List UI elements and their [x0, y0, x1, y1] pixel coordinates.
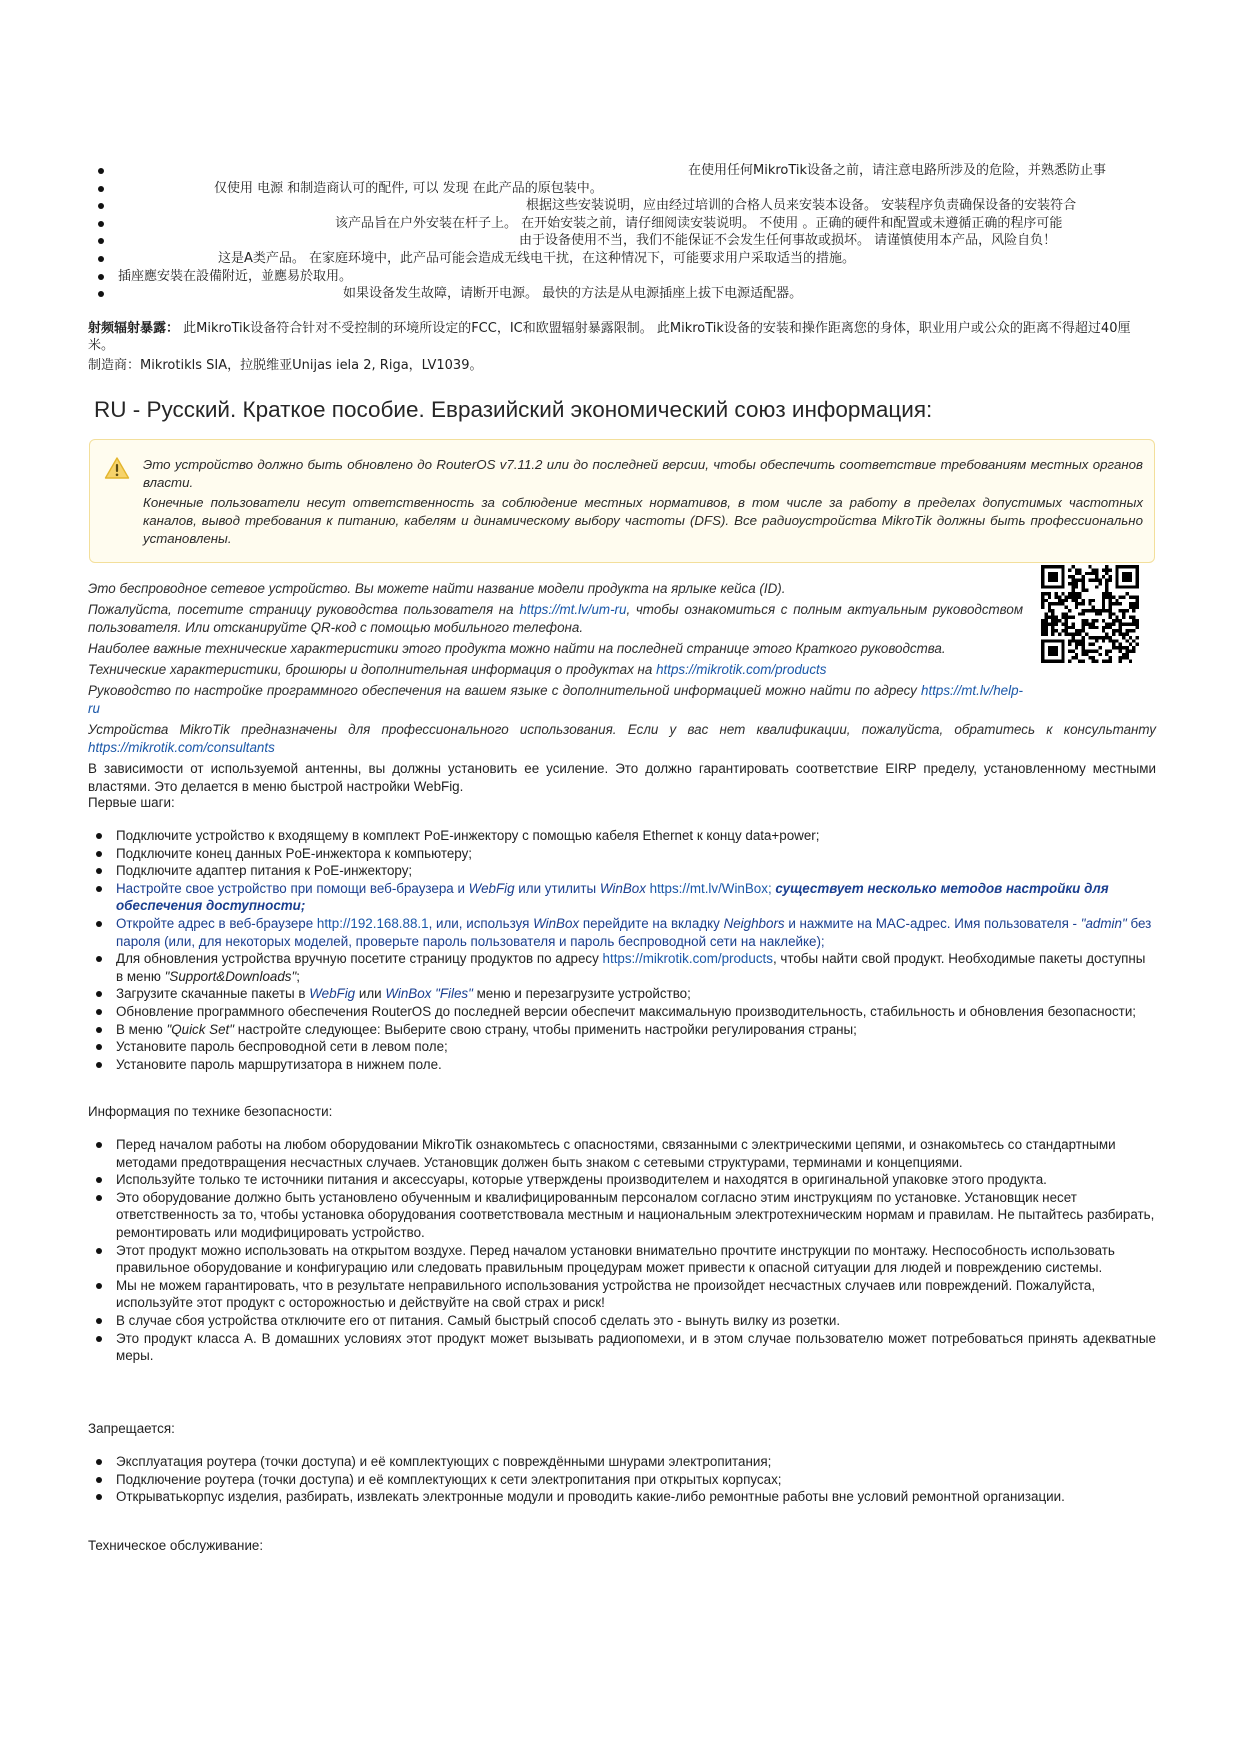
prohibited-list [116, 1453, 1156, 1506]
list-item: 仅使用 电源 和制造商认可的配件, 可以 发现 在此产品的原包装中。 [90, 180, 1160, 198]
list-item: Перед началом работы на любом оборудовании MikroTik ознакомьтесь с опасностями, связанными с электрическими цепями, и ознакомьтесь со стандартными методами предотвращения несчастных случаев. Установщик должен быть знаком с сетевыми структурами, терминами и концепциями. [116, 1136, 1156, 1171]
list-item: Эксплуатация роутера (точки доступа) и её комплектующих с повреждёнными шнурами электропитания; [116, 1453, 1156, 1471]
list-item: 该产品旨在户外安装在杆子上。 在开始安装之前，请仔细阅读安装说明。 不使用 。正确的硬件和配置或未遵循正确的程序可能 [90, 215, 1160, 233]
list-item: Установите пароль беспроводной сети в левом поле; [116, 1038, 1156, 1056]
list-item: Загрузите скачанные пакеты в WebFig или WinBox "Files" меню и перезагрузите устройство; [116, 985, 1156, 1003]
warning-triangle-icon [104, 456, 130, 480]
list-item: Для обновления устройства вручную посетите страницу продуктов по адресу https://mikrotik.com/products, чтобы найти свой продукт. Необходимые пакеты доступны в меню "Support&Downloads"; [116, 950, 1156, 985]
intro-products-text: Технические характеристики, брошюры и дополнительная информация о продуктах на https://mikrotik.com/products [88, 662, 827, 677]
list-item: 这是A类产品。 在家庭环境中，此产品可能会造成无线电干扰，在这种情况下，可能要求用户采取适当的措施。 [90, 250, 1160, 268]
warning-text: Это устройство должно быть обновлено до RouterOS v7.11.2 или до последней версии, чтобы обеспечить соответствие требованиям местных органов власти. Конечные пользователи несут ответственность за соблюдение местных нормативов, в том числе за работу в пределах допустимых частотных каналов, вывод требования к питанию, кабелям и динамическому выбору частоты (DFS). Все радиоустройства MikroTik должны быть профессионально установлены. [143, 457, 1143, 546]
list-item: Откройте адрес в веб-браузере http://192.168.88.1, или, используя WinBox перейдите на вкладку Neighbors и нажмите на MAC-адрес. Имя пользователя - "admin" без пароля (или, для некоторых моделей, проверьте пароль пользователя и пароль беспроводной сети на наклейке); [116, 915, 1156, 950]
intro-consultants-text: Устройства MikroTik предназначены для профессионального использования. Если у вас нет квалификации, пожалуйста, обратитесь к консультанту https://mikrotik.com/consultants [88, 722, 1156, 755]
safety-label: Информация по технике безопасности: [88, 1104, 333, 1119]
list-item: Настройте свое устройство при помощи веб-браузера и WebFig или утилиты WinBox https://mt.lv/WinBox; существует несколько методов настройки для обеспечения доступности; [116, 880, 1156, 915]
list-item: 根据这些安装说明，应由经过培训的合格人员来安装本设备。 安装程序负责确保设备的安装符合 [90, 197, 1160, 215]
intro-specs-text: Наиболее важные технические характеристики этого продукта можно найти на последней странице этого Краткого руководства. [88, 641, 946, 656]
list-item: Это оборудование должно быть установлено обученным и квалифицированным персоналом согласно этим инструкциям по установке. Установщик несет ответственность за то, чтобы установка оборудования соответствовала местным и национальным электротехническим нормам и правилам. Не пытайтесь разбирать, ремонтировать или модифицировать устройство. [116, 1189, 1155, 1240]
winbox-link[interactable]: https://mt.lv/WinBox; [645, 880, 772, 896]
consultants-link[interactable]: https://mikrotik.com/consultants [88, 740, 275, 755]
list-item: Подключите устройство к входящему в комплект PoE-инжектору с помощью кабеля Ethernet к концу data+power; [116, 827, 1156, 845]
intro-help-text: Руководство по настройке программного обеспечения на вашем языке с дополнительной информацией можно найти по адресу https://mt.lv/help-ru [88, 683, 1023, 716]
section-heading: RU - Русский. Краткое пособие. Евразийский экономический союз информация: [94, 397, 933, 422]
list-item: В меню "Quick Set" настройте следующее: Выберите свою страну, чтобы применить настройки регулирования страны; [116, 1021, 1156, 1039]
list-item: Мы не можем гарантировать, что в результате неправильного использования устройства не произойдет несчастных случаев или повреждений. Пожалуйста, используйте этот продукт с осторожностью и действуйте на свой страх и риск! [116, 1277, 1156, 1312]
safety-list [116, 1136, 1156, 1365]
list-item: Подключите адаптер питания к PoE-инжектору; [116, 862, 1156, 880]
list-item: 在使用任何MikroTik设备之前，请注意电路所涉及的危险，并熟悉防止事 [90, 162, 1160, 180]
list-item: Установите пароль маршрутизатора в нижнем поле. [116, 1056, 1156, 1074]
zh-safety-list [90, 162, 1160, 303]
router-ip-link[interactable]: http://192.168.88.1 [316, 915, 429, 931]
list-item: Подключите конец данных PoE-инжектора к компьютеру; [116, 845, 1156, 863]
list-item: Обновление программного обеспечения RouterOS до последней версии обеспечит максимальную производительность, стабильность и обновления безопасности; [116, 1003, 1156, 1021]
prohibited-label: Запрещается: [88, 1421, 175, 1436]
list-item: Открыватькорпус изделия, разбирать, извлекать электронные модули и проводить какие-либо ремонтные работы вне условий ремонтной организации. [116, 1488, 1156, 1506]
list-item: 如果设备发生故障，请断开电源。 最快的方法是从电源插座上拔下电源适配器。 [90, 285, 1160, 303]
products-link[interactable]: https://mikrotik.com/products [656, 662, 827, 677]
zh-manufacturer: 制造商：Mikrotikls SIA，拉脱维亚Unijas iela 2, Riga，LV1039。 [88, 358, 483, 373]
intro-model-text: Это беспроводное сетевое устройство. Вы можете найти название модели продукта на ярлыке кейса (ID). [88, 581, 786, 596]
list-item: Используйте только те источники питания и аксессуары, которые утверждены производителем и находятся в оригинальной упаковке этого продукта. [116, 1171, 1156, 1189]
first-steps-label: Первые шаги: [88, 795, 175, 810]
list-item: Этот продукт можно использовать на открытом воздухе. Перед началом установки внимательно прочтите инструкции по монтажу. Неспособность использовать правильное оборудование и конфигурацию или следовать правильным процедурам может привести к опасной ситуации для людей и повреждению системы. [116, 1242, 1156, 1277]
maintenance-label: Техническое обслуживание: [88, 1538, 264, 1553]
help-link[interactable]: https://mt.lv/help-ru [88, 683, 1023, 716]
list-item: 插座應安裝在設備附近，並應易於取用。 [90, 268, 1160, 286]
intro-section [88, 580, 1156, 799]
list-item: 由于设备使用不当，我们不能保证不会发生任何事故或损坏。 请谨慎使用本产品，风险自负！ [90, 232, 1160, 250]
zh-rf-exposure: 射频辐射暴露： 此MikroTik设备符合针对不受控制的环境所设定的FCC，IC和欧盟辐射暴露限制。 此MikroTik设备的安装和操作距离您的身体，职业用户或公众的距离不得超过40厘米。 [88, 321, 1131, 353]
intro-eirp-text: В зависимости от используемой антенны, вы должны установить ее усиление. Это должно гарантировать соответствие EIRP пределу, установленному местными властями. Это делается в меню быстрой настройки WebFig. [88, 761, 1156, 794]
intro-manual-text: Пожалуйста, посетите страницу руководства пользователя на https://mt.lv/um-ru, чтобы ознакомиться с полным актуальным руководством пользователя. Или отсканируйте QR-код с помощью мобильного телефона. [88, 602, 1024, 635]
first-steps-list [116, 827, 1156, 1073]
downloads-link[interactable]: https://mikrotik.com/products [602, 951, 773, 967]
list-item: В случае сбоя устройства отключите его от питания. Самый быстрый способ сделать это - вынуть вилку из розетки. [116, 1312, 1156, 1330]
list-item: Подключение роутера (точки доступа) и её комплектующих к сети электропитания при открытых корпусах; [116, 1471, 1156, 1489]
warning-box [89, 439, 1155, 563]
manual-link[interactable]: https://mt.lv/um-ru [519, 602, 627, 617]
list-item: Это продукт класса A. В домашних условиях этот продукт может вызывать радиопомехи, и в этом случае пользователю может потребоваться принять адекватные меры. [116, 1330, 1156, 1364]
